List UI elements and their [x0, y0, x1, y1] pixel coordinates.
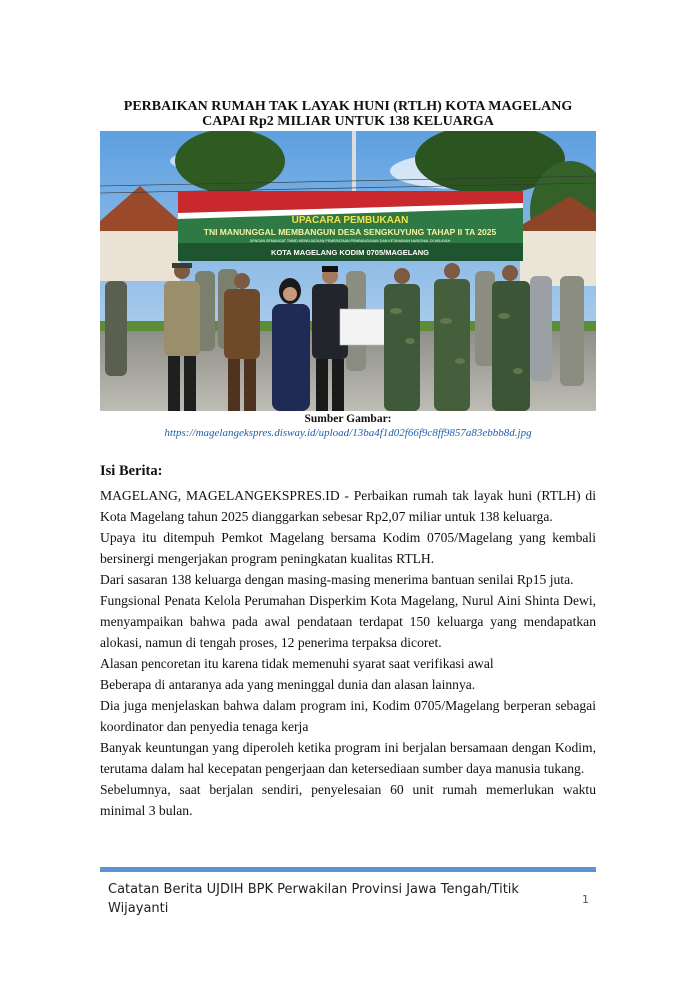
paragraph-1: MAGELANG, MAGELANGEKSPRES.ID - Perbaikan rumah tak layak huni (RTLH) di Kota Magelang tahun 2025 dianggarkan sebesar Rp2,07 miliar untuk 138 keluarga.: [100, 488, 596, 524]
paragraph-5: Alasan pencoretan itu karena tidak memenuhi syarat saat verifikasi awal: [100, 656, 494, 671]
paragraph-3: Dari sasaran 138 keluarga dengan masing-masing menerima bantuan senilai Rp15 juta.: [100, 572, 574, 587]
paragraph-8: Banyak keuntungan yang diperoleh ketika program ini berjalan bersamaan dengan Kodim, terutama dalam hal kecepatan pengerjaan dan ketersediaan sumber daya manusia tukang.: [100, 740, 596, 776]
paragraph-9: Sebelumnya, saat berjalan sendiri, penyelesaian 60 unit rumah memerlukan waktu minimal 3 bulan.: [100, 782, 596, 818]
banner-line-4: KOTA MAGELANG KODIM 0705/MAGELANG: [271, 248, 429, 257]
banner-line-3: DENGAN SEMANGAT TMMD MEWUJUDKAN PEMERATAAN PEMBANGUNAN DAN KETAHANAN NASIONAL DI WILAYAH: [249, 239, 451, 243]
paragraph-4: Fungsional Penata Kelola Perumahan Disperkim Kota Magelang, Nurul Aini Shinta Dewi, menyampaikan bahwa pada awal pendataan terdapat 150 keluarga yang mendapatkan alokasi, namun di tengah proses, 12 penerima terpaksa dicoret.: [100, 593, 596, 650]
title-line-2: CAPAI Rp2 MILIAR UNTUK 138 KELUARGA: [202, 114, 494, 129]
image-source-url[interactable]: https://magelangekspres.disway.id/upload/13ba4f1d02f66f9c8ff9857a83ebbb8d.jpg: [164, 427, 532, 439]
banner-line-2: TNI MANUNGGAL MEMBANGUN DESA SENGKUYUNG TAHAP II TA 2025: [203, 227, 497, 237]
ceremony-banner: [178, 191, 523, 261]
banner-line-1: UPACARA PEMBUKAAN: [291, 215, 409, 226]
title-line-1: PERBAIKAN RUMAH TAK LAYAK HUNI (RTLH) KOTA MAGELANG: [123, 99, 573, 114]
paragraph-7: Dia juga menjelaskan bahwa dalam program ini, Kodim 0705/Magelang berperan sebagai koordinator dan penyedia tenaga kerja: [100, 698, 596, 734]
document-title: [100, 99, 596, 129]
news-photo: [100, 131, 596, 411]
article-body: [100, 485, 596, 821]
section-heading: Isi Berita:: [100, 463, 163, 479]
footer-note: Catatan Berita UJDIH BPK Perwakilan Provinsi Jawa Tengah/Titik Wijayanti: [108, 882, 519, 916]
footer-divider: [100, 867, 596, 872]
paragraph-6: Beberapa di antaranya ada yang meninggal dunia dan alasan lainnya.: [100, 677, 476, 692]
image-source-label: Sumber Gambar:: [304, 413, 392, 425]
paragraph-2: Upaya itu ditempuh Pemkot Magelang bersama Kodim 0705/Magelang yang kembali bersinergi mengerjakan program peningkatan kualitas RTLH.: [100, 530, 596, 566]
page-number: 1: [582, 893, 589, 906]
